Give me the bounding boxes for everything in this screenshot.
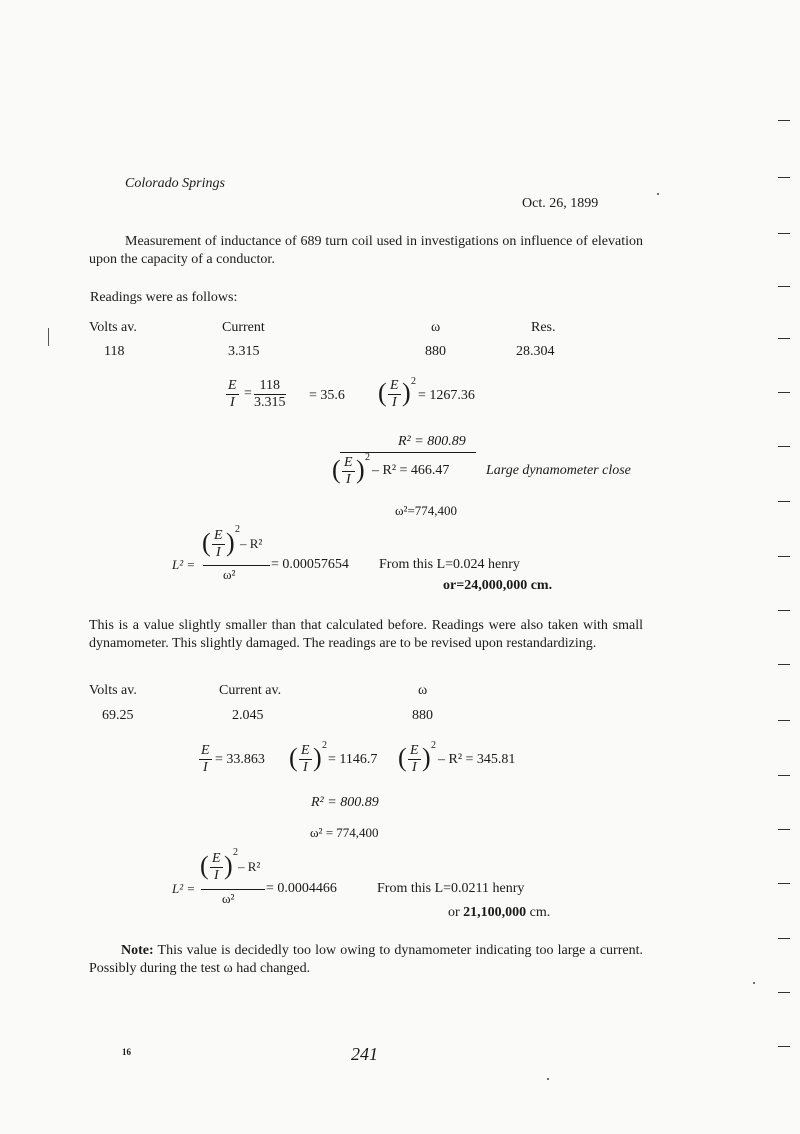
- table1-header-current: Current: [222, 320, 265, 335]
- table2-header-current: Current av.: [219, 683, 282, 698]
- r-squared-2: R² = 800.89: [311, 795, 379, 810]
- result-cm-2: or 21,100,000 cm.: [448, 905, 551, 920]
- table1-value-res: 28.304: [516, 344, 555, 359]
- value-33-863: = 33.863: [215, 752, 265, 767]
- table1-value-current: 3.315: [228, 344, 260, 359]
- note-paragraph: Note: This value is decidedly too low owing to dynamometer indicating too large a current. Possibly during the test ω had changed.: [89, 943, 643, 976]
- value-0-0004466: = 0.0004466: [266, 881, 337, 896]
- omega-squared-1: ω²=774,400: [395, 503, 458, 518]
- value-345-81: – R² = 345.81: [438, 752, 516, 767]
- fraction-118-over-3315: $\frac{118}{3.315}$: [254, 378, 286, 410]
- value-1146-7: = 1146.7: [328, 752, 378, 767]
- r-squared-1: R² = 800.89: [398, 434, 466, 449]
- dynamometer-note: Large dynamometer close: [486, 463, 631, 478]
- signature-mark: 16: [122, 1047, 131, 1057]
- result-henry-2: From this L=0.0211 henry: [377, 881, 525, 896]
- table1-value-omega: 880: [425, 344, 446, 359]
- result-cm-1: or=24,000,000 cm.: [443, 578, 553, 593]
- l-squared-label: L² =: [172, 557, 196, 572]
- intro-paragraph: Measurement of inductance of 689 turn coil used in investigations on influence of elevation upon the capacity of a conductor.: [89, 234, 643, 267]
- subtraction-rule-1: [340, 452, 476, 453]
- value-35-6: = 35.6: [309, 388, 345, 403]
- table2-header-omega: ω: [418, 683, 428, 698]
- date-heading: Oct. 26, 1899: [522, 196, 599, 211]
- page-number: 241: [351, 1044, 378, 1064]
- middle-paragraph: This is a value slightly smaller than that calculated before. Readings were also taken with small dynamometer. This slightly damaged. The readings are to be revised upon restandardizing.: [89, 618, 643, 651]
- omega-squared-2: ω² = 774,400: [310, 825, 379, 840]
- table1-value-volts: 118: [104, 344, 125, 359]
- table2-header-volts: Volts av.: [89, 683, 137, 698]
- table1-header-res: Res.: [531, 320, 556, 335]
- l-squared-label-2: L² =: [172, 881, 196, 896]
- table1-header-volts: Volts av.: [89, 320, 137, 335]
- readings-intro: Readings were as follows:: [90, 290, 238, 305]
- l-squared-fraction-bar-2: [201, 889, 265, 890]
- table2-value-volts: 69.25: [102, 708, 134, 723]
- fraction-e-over-i: $\frac{E}{I}$: [228, 378, 237, 410]
- table1-header-omega: ω: [431, 320, 441, 335]
- l-squared-fraction-bar-1: [203, 565, 270, 566]
- table2-value-current: 2.045: [232, 708, 264, 723]
- value-1267-36: = 1267.36: [418, 388, 475, 403]
- result-henry-1: From this L=0.024 henry: [379, 557, 520, 572]
- place-heading: Colorado Springs: [125, 176, 225, 191]
- value-466-47: – R² = 466.47: [372, 463, 450, 478]
- table2-value-omega: 880: [412, 708, 433, 723]
- value-0-00057654: = 0.00057654: [271, 557, 349, 572]
